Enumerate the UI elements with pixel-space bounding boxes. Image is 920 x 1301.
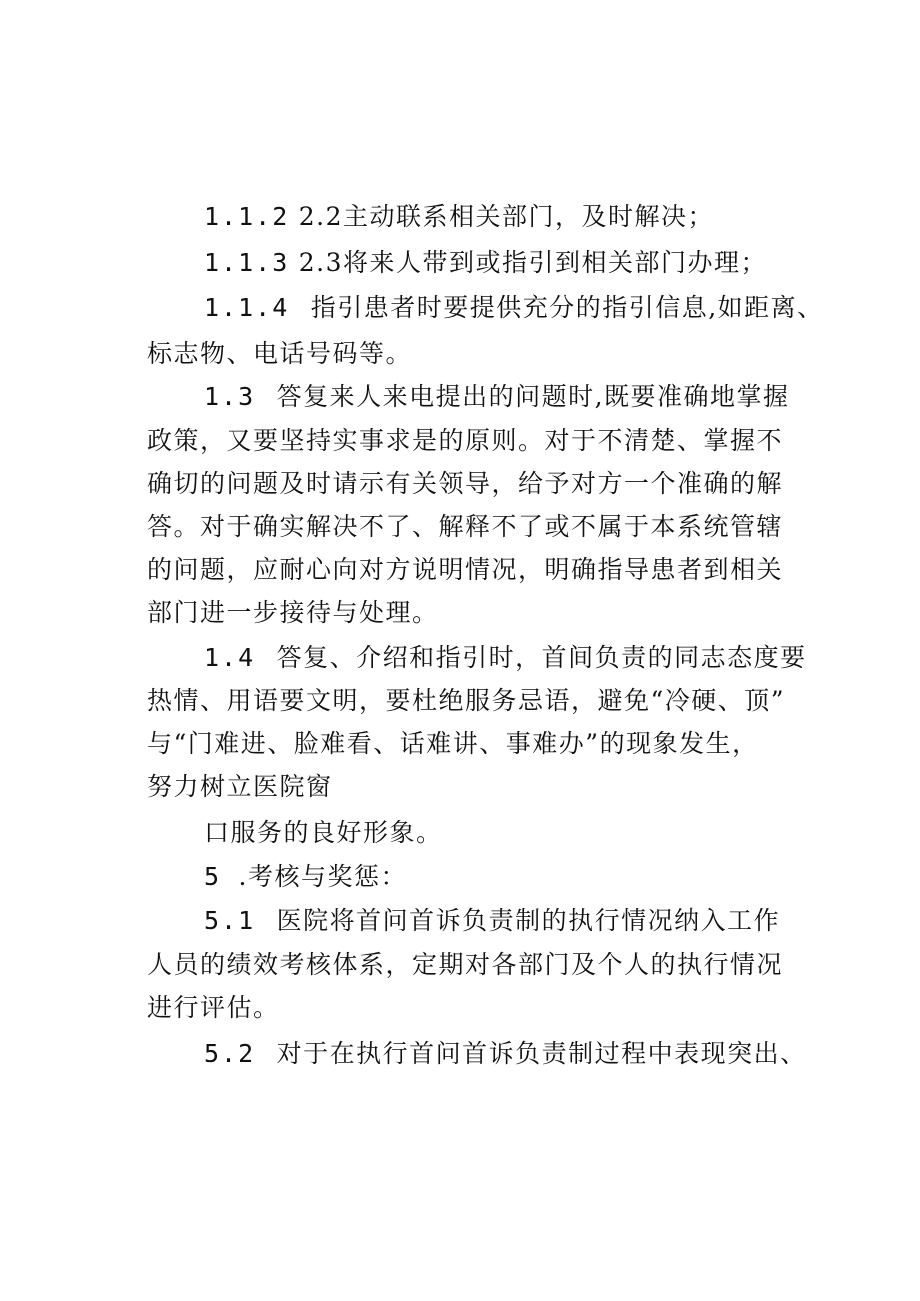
paragraph-1-1-3-line-1 [204, 248, 767, 278]
section-number: 5.1 [204, 906, 256, 935]
paragraph-5-1-line-1 [204, 906, 780, 936]
section-number: 5.2 [204, 1039, 256, 1068]
paragraph-1-1-4-line-2: 标志物、电话号码等。 [147, 339, 413, 368]
paragraph-text: 指引患者时要提供充分的指引信息,如距离、 [310, 293, 824, 322]
paragraph-text: 对于在执行首问首诉负责制过程中表现突出、 [276, 1039, 807, 1068]
paragraph-1-4-line-5: 口服务的良好形象。 [204, 818, 443, 847]
paragraph-1-3-line-3: 确切的问题及时请示有关领导，给予对方一个准确的解 [147, 469, 784, 498]
section-5-heading [204, 862, 407, 892]
section-number: 1.1.4 [204, 293, 290, 322]
paragraph-1-3-line-1 [204, 382, 790, 412]
section-number: 1.3 [204, 382, 256, 411]
paragraph-text: 答复、介绍和指引时，首间负责的同志态度要 [276, 643, 807, 672]
paragraph-1-4-line-2: 热情、用语要文明，要杜绝服务忌语，避免“冷硬、顶” [147, 686, 786, 715]
paragraph-5-1-line-2: 人员的绩效考核体系，定期对各部门及个人的执行情况 [147, 950, 784, 979]
paragraph-1-3-line-4: 答。对于确实解决不了、解释不了或不属于本系统管辖 [147, 512, 784, 541]
paragraph-text: 2.2主动联系相关部门，及时解决； [298, 202, 714, 231]
paragraph-1-3-line-6: 部门进一步接待与处理。 [147, 598, 439, 627]
paragraph-5-1-line-3: 进行评估。 [147, 993, 280, 1022]
paragraph-1-1-2-line-1 [204, 202, 714, 232]
section-number: 5 [204, 862, 222, 891]
paragraph-1-4-line-1 [204, 643, 807, 673]
paragraph-1-3-line-2: 政策，又要坚持实事求是的原则。对于不清楚、掌握不 [147, 426, 784, 455]
paragraph-text: 答复来人来电提出的问题时,既要准确地掌握 [276, 382, 790, 411]
paragraph-text: 医院将首问首诉负责制的执行情况纳入工作 [276, 906, 781, 935]
paragraph-text: 2.3将来人带到或指引到相关部门办理； [298, 248, 767, 277]
section-number: 1.1.2 [204, 202, 290, 231]
paragraph-1-3-line-5: 的问题，应耐心向对方说明情况，明确指导患者到相关 [147, 555, 784, 584]
paragraph-1-4-line-3: 与“门难进、脸难看、话难讲、事难办”的现象发生， [147, 729, 759, 758]
paragraph-5-2-line-1 [204, 1039, 807, 1069]
section-title: .考核与奖惩： [238, 862, 407, 891]
paragraph-1-1-4-line-1 [204, 293, 824, 323]
section-number: 1.1.3 [204, 248, 290, 277]
section-number: 1.4 [204, 643, 256, 672]
paragraph-1-4-line-4: 努力树立医院窗 [147, 772, 333, 801]
